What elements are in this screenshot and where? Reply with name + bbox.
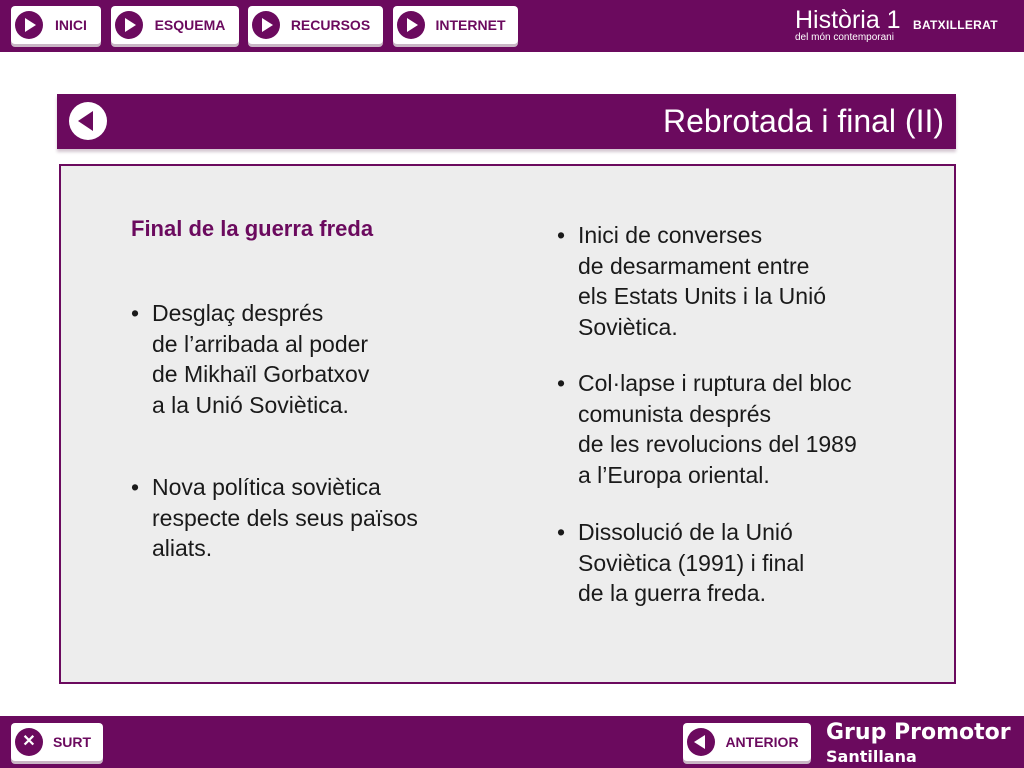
- exit-button-label: SURT: [52, 734, 92, 750]
- bullet-item: • Col·lapse i ruptura del bloc comunista després de les revolucions del 1989 a l’Europa oriental.: [557, 368, 857, 490]
- play-icon: [252, 11, 280, 39]
- bullet-item: • Nova política soviètica respecte dels seus països aliats.: [131, 472, 418, 564]
- bullet-item: • Inici de converses de desarmament entre els Estats Units i la Unió Soviètica.: [557, 220, 826, 342]
- top-nav-bar: [0, 0, 1024, 52]
- bullet-item: • Dissolució de la Unió Soviètica (1991) i final de la guerra freda.: [557, 517, 804, 609]
- previous-button[interactable]: [683, 723, 811, 761]
- page-title: Rebrotada i final (II): [662, 103, 944, 139]
- logo-line-2: Santillana: [826, 747, 917, 766]
- brand-subtitle: del món contemporani: [795, 32, 894, 43]
- nav-button-recursos[interactable]: [248, 6, 383, 44]
- nav-button-internet[interactable]: [393, 6, 518, 44]
- nav-button-label: INTERNET: [435, 17, 506, 33]
- brand-title: Història 1: [795, 6, 901, 34]
- nav-button-label: ESQUEMA: [154, 17, 226, 33]
- logo-line-1: Grup Promotor: [826, 720, 1011, 745]
- play-icon: [115, 11, 143, 39]
- page-header: [57, 94, 956, 149]
- bullet-item: • Desglaç després de l’arribada al poder de Mikhaïl Gorbatxov a la Unió Soviètica.: [131, 298, 369, 420]
- play-icon: [397, 11, 425, 39]
- back-arrow-icon[interactable]: [69, 102, 107, 140]
- nav-button-esquema[interactable]: [111, 6, 239, 44]
- nav-button-label: INICI: [55, 17, 87, 33]
- exit-button[interactable]: [11, 723, 103, 761]
- section-heading: Final de la guerra freda: [131, 216, 374, 241]
- nav-button-inici[interactable]: [11, 6, 101, 44]
- play-icon: [15, 11, 43, 39]
- close-icon: ✕: [15, 728, 43, 756]
- publisher-logo: [826, 716, 1011, 766]
- bottom-bar: [0, 716, 1024, 768]
- nav-button-label: RECURSOS: [290, 17, 371, 33]
- previous-button-label: ANTERIOR: [725, 734, 799, 750]
- back-play-icon: [687, 728, 715, 756]
- brand-title-block: [795, 6, 998, 43]
- brand-level: BATXILLERAT: [913, 18, 998, 32]
